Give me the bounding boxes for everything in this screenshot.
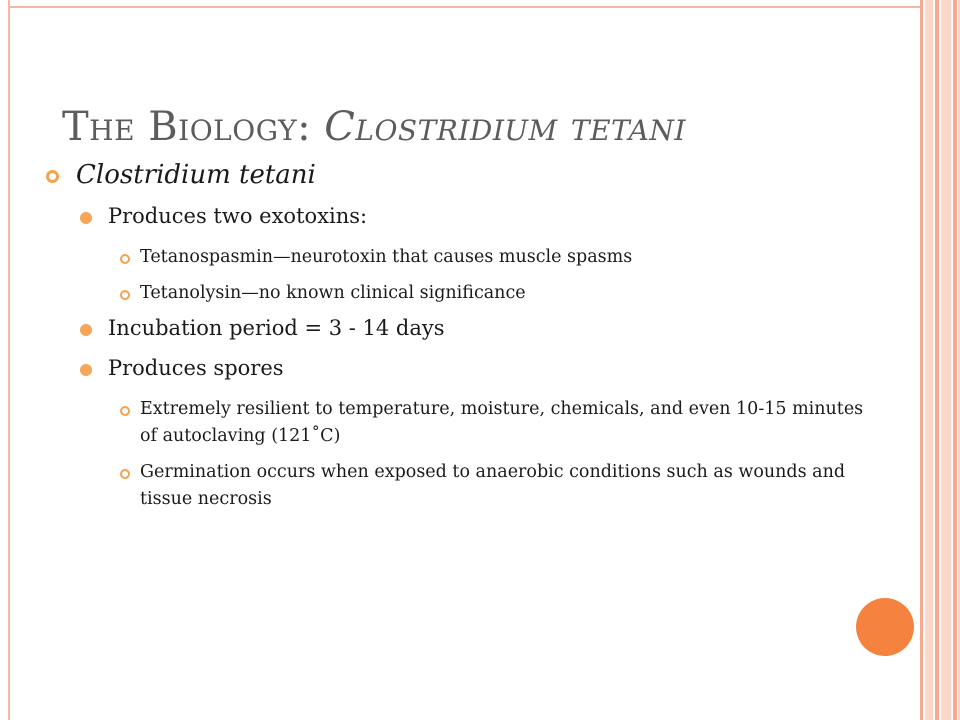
bullet-level3: Germination occurs when exposed to anaerobic conditions such as wounds and tissue necrosis bbox=[140, 462, 846, 509]
bullet-dot-icon bbox=[80, 324, 92, 336]
title-italic: Clostridium tetani bbox=[324, 104, 686, 150]
bullet-level2: Incubation period = 3 - 14 days bbox=[108, 316, 445, 340]
bullet-ring-icon bbox=[120, 469, 130, 479]
bullet-level3: Tetanospasmin—neurotoxin that causes muscle spasms bbox=[140, 247, 633, 267]
bullet-ring-icon bbox=[120, 254, 130, 264]
bullet-level3: Extremely resilient to temperature, moisture, chemicals, and even 10-15 minutes of autoclaving (121˚C) bbox=[140, 399, 864, 446]
bullet-ring-icon bbox=[120, 406, 130, 416]
slide-title bbox=[62, 104, 686, 150]
bullet-dot-icon bbox=[80, 212, 92, 224]
decorative-stripes bbox=[920, 0, 960, 720]
slide-top-border bbox=[8, 6, 920, 8]
bullet-level2: Produces two exotoxins: bbox=[108, 204, 368, 228]
bullet-dot-icon bbox=[80, 364, 92, 376]
title-prefix: The Biology: bbox=[62, 104, 325, 150]
bullet-level2: Produces spores bbox=[108, 356, 284, 380]
decorative-circle bbox=[856, 598, 914, 656]
bullet-level1: Clostridium tetani bbox=[76, 160, 316, 190]
bullet-ring-icon bbox=[120, 290, 130, 300]
bullet-level3: Tetanolysin—no known clinical significance bbox=[140, 283, 526, 303]
bullet-ring-icon bbox=[46, 170, 59, 183]
slide-left-border bbox=[8, 0, 10, 720]
